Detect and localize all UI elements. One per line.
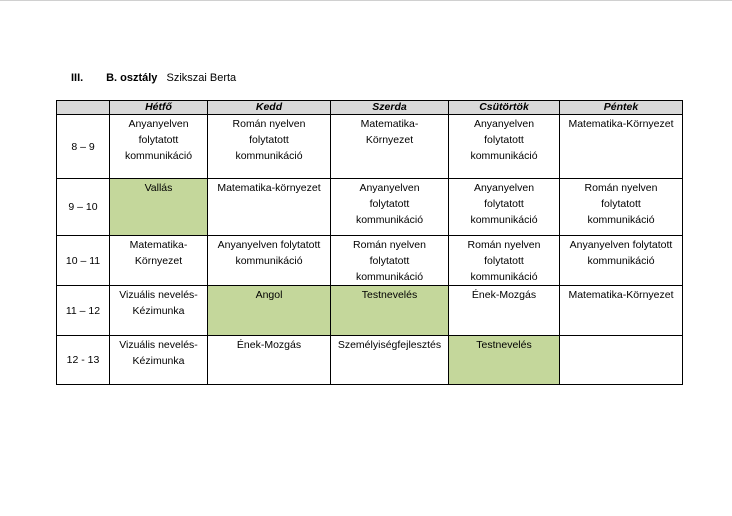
lesson-cell [208,179,331,236]
header-hetfo: Hétfő [110,101,208,115]
lesson-cell [110,286,208,336]
lesson-text: Testnevelés [361,289,418,301]
lesson-cell [331,236,449,286]
lesson-text: Matematika- Környezet [129,239,188,267]
lesson-cell [560,179,683,236]
lesson-cell [449,336,560,385]
lesson-cell [208,236,331,286]
lesson-text: Anyanyelven folytatott kommunikáció [569,239,673,267]
lesson-cell [208,115,331,179]
timetable [56,100,683,385]
lesson-cell [560,115,683,179]
time-slot: 12 - 13 [57,336,110,385]
lesson-text: Román nyelven folytatott kommunikáció [467,239,541,283]
teacher-name: Szikszai Berta [166,72,237,84]
lesson-text: Anyanyelven folytatott kommunikáció [355,182,424,226]
timetable-header-row [57,101,683,115]
lesson-cell [331,115,449,179]
lesson-cell [449,115,560,179]
header-pentek: Péntek [560,101,683,115]
time-slot: 9 – 10 [57,179,110,236]
time-slot: 11 – 12 [57,286,110,336]
lesson-cell [560,236,683,286]
lesson-cell [208,286,331,336]
lesson-cell [110,336,208,385]
lesson-cell [560,336,683,385]
lesson-text: Vizuális nevelés- Kézimunka [119,339,198,367]
lesson-text: Ének-Mozgás [236,339,302,351]
lesson-cell [449,236,560,286]
table-row [57,336,683,385]
class-label: B. osztály [106,72,158,84]
lesson-cell [560,286,683,336]
time-slot: 8 – 9 [57,115,110,179]
grade-roman-numeral: III. [71,72,84,84]
table-row [57,286,683,336]
lesson-text: Matematika-Környezet [568,118,674,130]
lesson-text: Anyanyelven folytatott kommunikáció [470,182,538,226]
lesson-cell [110,236,208,286]
lesson-text: Anyanyelven folytatott kommunikáció [124,118,193,162]
header-kedd: Kedd [208,101,331,115]
lesson-text: Angol [255,289,283,301]
lesson-text: Anyanyelven folytatott kommunikáció [470,118,538,162]
lesson-cell [110,179,208,236]
table-row [57,236,683,286]
lesson-text: Vallás [144,182,173,194]
header-time [57,101,110,115]
lesson-cell [331,336,449,385]
lesson-text: Személyiségfejlesztés [337,339,442,351]
lesson-text: Román nyelven folytatott kommunikáció [232,118,306,162]
schedule-heading [71,72,236,84]
lesson-text: Ének-Mozgás [471,289,537,301]
lesson-cell [208,336,331,385]
lesson-cell [449,286,560,336]
lesson-text: Matematika-környezet [217,182,321,194]
lesson-cell [331,286,449,336]
lesson-cell [110,115,208,179]
page-top-border [0,0,732,1]
table-row [57,115,683,179]
time-slot: 10 – 11 [57,236,110,286]
lesson-text: Román nyelven folytatott kommunikáció [353,239,426,283]
header-szerda: Szerda [331,101,449,115]
lesson-text: Anyanyelven folytatott kommunikáció [217,239,321,267]
table-row [57,179,683,236]
lesson-text: Román nyelven folytatott kommunikáció [584,182,658,226]
lesson-text: Testnevelés [476,339,532,351]
lesson-text: Matematika- Környezet [360,118,419,146]
lesson-cell [331,179,449,236]
header-csutortok: Csütörtök [449,101,560,115]
lesson-text: Vizuális nevelés- Kézimunka [119,289,198,317]
lesson-text: Matematika-Környezet [568,289,674,301]
lesson-cell [449,179,560,236]
